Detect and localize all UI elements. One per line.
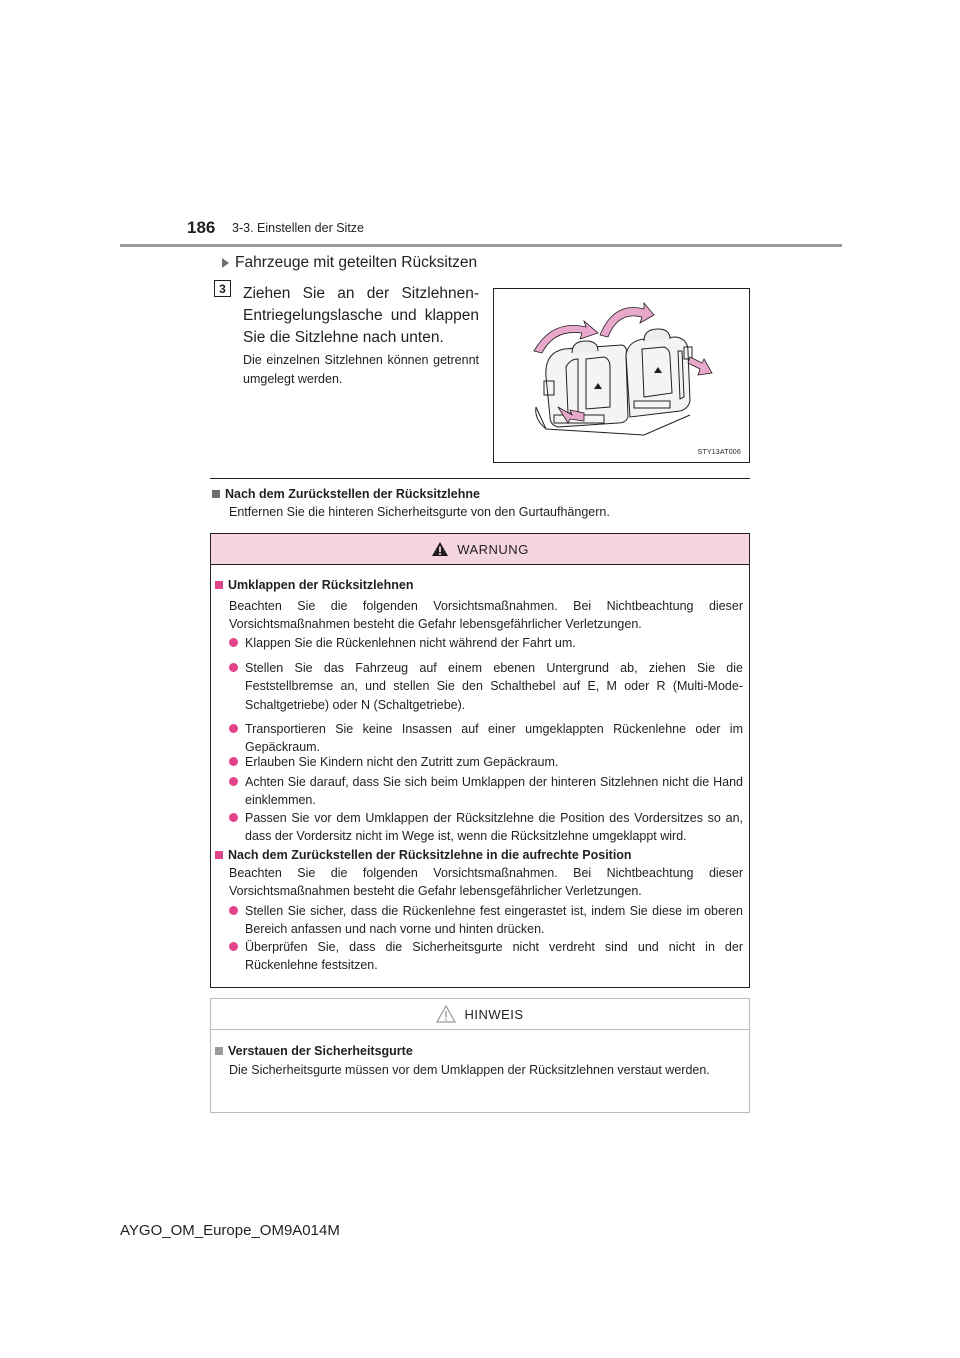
- note-heading: [212, 487, 480, 501]
- note-body: Entfernen Sie die hinteren Sicherheitsgurte von den Gurtaufhängern.: [229, 505, 610, 519]
- warning-bullet-text: Transportieren Sie keine Insassen auf einer umgeklappten Rückenlehne oder im Gepäckraum.: [245, 722, 743, 755]
- hint-box: [210, 998, 750, 1113]
- warning-title: WARNUNG: [457, 541, 529, 557]
- hint-body: Die Sicherheitsgurte müssen vor dem Umklappen der Rücksitzlehnen verstaut werden.: [229, 1063, 710, 1077]
- warning-bullet: [229, 938, 743, 975]
- warning-bullet-text: Achten Sie darauf, dass Sie sich beim Umklappen der hinteren Sitzlehnen nicht die Hand einklemmen.: [245, 775, 743, 808]
- step-note: Die einzelnen Sitzlehnen können getrennt umgelegt werden.: [243, 353, 479, 386]
- warning-bullet-text: Überprüfen Sie, dass die Sicherheitsgurte nicht verdreht sind und nicht in der Rückenlehne festsitzen.: [245, 940, 743, 973]
- bullet-dot-icon: [229, 724, 238, 733]
- section-title: 3-3. Einstellen der Sitze: [232, 221, 365, 235]
- warning-section1-intro: Beachten Sie die folgenden Vorsichtsmaßnahmen. Bei Nichtbeachtung dieser Vorsichtsmaßnahmen besteht die Gefahr lebensgefährlicher Verletzungen.: [229, 599, 743, 632]
- seat-folding-illustration: [493, 288, 750, 463]
- bullet-dot-icon: [229, 813, 238, 822]
- hint-title: HINWEIS: [464, 1006, 524, 1022]
- warning-bullet: [229, 659, 743, 714]
- page-number: 186: [187, 218, 216, 237]
- variant-heading: [222, 254, 477, 272]
- warning-bullet: [229, 753, 743, 771]
- bullet-dot-icon: [229, 777, 238, 786]
- step-instruction: Ziehen Sie an der Sitzlehnen-Entriegelungslasche und klappen Sie die Sitzlehne nach unten.: [243, 285, 479, 346]
- header-divider: [120, 244, 842, 247]
- bullet-dot-icon: [229, 757, 238, 766]
- square-bullet-icon: [215, 581, 223, 589]
- bullet-dot-icon: [229, 663, 238, 672]
- note-heading-text: Nach dem Zurückstellen der Rücksitzlehne: [225, 487, 480, 501]
- warning-bullet-text: Stellen Sie das Fahrzeug auf einem ebenen Untergrund ab, ziehen Sie die Feststellbremse an, und stellen Sie den Schalthebel auf E, M oder R (Multi-Mode-Schaltgetriebe) oder N (Schaltgetriebe).: [245, 661, 743, 712]
- rear-seat-drawing: [494, 289, 749, 462]
- step-number: 3: [214, 280, 231, 297]
- bullet-dot-icon: [229, 638, 238, 647]
- hint-section-title: Verstauen der Sicherheitsgurte: [228, 1044, 413, 1058]
- square-bullet-icon: [215, 1047, 223, 1055]
- hint-section-heading: [215, 1042, 413, 1060]
- warning-section1-heading: [215, 576, 413, 594]
- warning-section2-intro: Beachten Sie die folgenden Vorsichtsmaßnahmen. Bei Nichtbeachtung dieser Vorsichtsmaßnahmen besteht die Gefahr lebensgefährlicher Verletzungen.: [229, 866, 743, 899]
- figure-code: STY13AT006: [697, 449, 741, 456]
- square-bullet-icon: [215, 851, 223, 859]
- warning-box: [210, 533, 750, 988]
- warning-bullet: [229, 809, 743, 846]
- warning-bullet: [229, 902, 743, 939]
- warning-bullet: [229, 634, 743, 652]
- warning-header: [211, 534, 749, 565]
- bullet-dot-icon: [229, 942, 238, 951]
- warning-bullet: [229, 773, 743, 810]
- warning-bullet: [229, 720, 743, 757]
- warning-bullet-text: Passen Sie vor dem Umklappen der Rücksitzlehne die Position des Vordersitzes so an, dass der Vordersitz nicht im Wege ist, wenn die Rücksitzlehne umgeklappt wird.: [245, 811, 743, 844]
- section-divider: [210, 478, 750, 479]
- caution-triangle-icon: [436, 1005, 456, 1023]
- warning-section1-title: Umklappen der Rücksitzlehnen: [228, 578, 414, 592]
- warning-section2-title: Nach dem Zurückstellen der Rücksitzlehne in die aufrechte Position: [228, 848, 632, 862]
- warning-section2-heading: [215, 846, 632, 864]
- hint-header: [211, 999, 749, 1030]
- variant-heading-text: Fahrzeuge mit geteilten Rücksitzen: [235, 254, 478, 271]
- square-bullet-icon: [212, 490, 220, 498]
- triangle-bullet-icon: [222, 258, 229, 268]
- footer-doc-id: AYGO_OM_Europe_OM9A014M: [120, 1222, 340, 1239]
- bullet-dot-icon: [229, 906, 238, 915]
- warning-bullet-text: Erlauben Sie Kindern nicht den Zutritt zum Gepäckraum.: [245, 755, 559, 769]
- warning-triangle-icon: [431, 541, 449, 557]
- warning-bullet-text: Stellen Sie sicher, dass die Rückenlehne fest eingerastet ist, indem Sie diese im oberen Bereich anfassen und nach vorne und hinten drücken.: [245, 904, 743, 937]
- warning-bullet-text: Klappen Sie die Rückenlehnen nicht während der Fahrt um.: [245, 636, 576, 650]
